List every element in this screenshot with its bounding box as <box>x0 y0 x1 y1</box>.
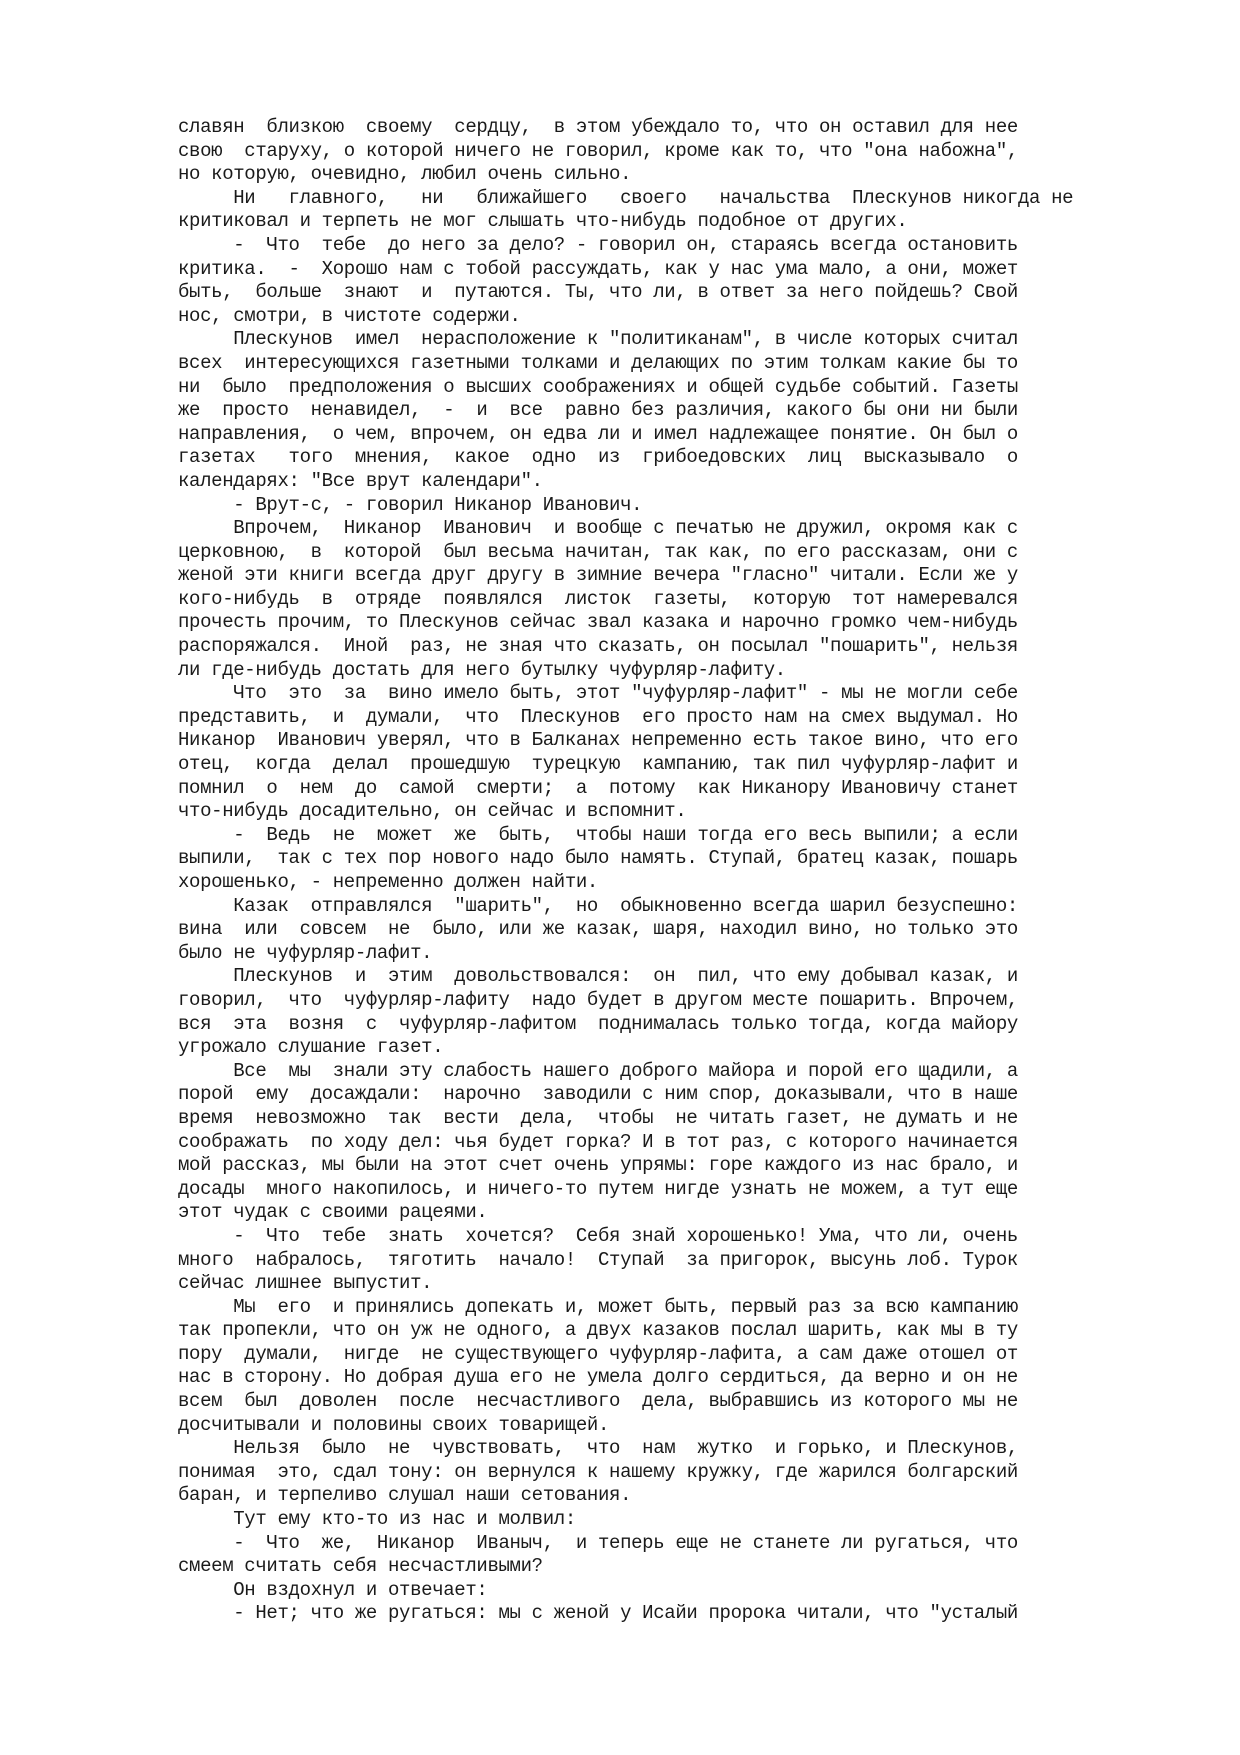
text-line: критика. - Хорошо нам с тобой рассуждать, как у нас ума мало, а они, может <box>178 257 1018 280</box>
text-line: досчитывали и половины своих товарищей. <box>178 1413 610 1436</box>
text-line: - Врут-с, - говорил Никанор Иванович. <box>178 493 643 516</box>
text-line: нос, смотри, в чистоте содержи. <box>178 304 521 327</box>
text-line: понимая это, сдал тону: он вернулся к нашему кружку, где жарился болгарский <box>178 1460 1018 1483</box>
text-line: - Нет; что же ругаться: мы с женой у Исайи пророка читали, что "усталый <box>178 1602 1018 1625</box>
text-line: этот чудак с своими рацеями. <box>178 1201 488 1224</box>
text-line: Он вздохнул и отвечает: <box>178 1578 488 1601</box>
text-line: - Что тебе знать хочется? Себя знай хорошенько! Ума, что ли, очень <box>178 1224 1018 1247</box>
text-line: свою старуху, о которой ничего не говорил, кроме как то, что "она набожна", <box>178 139 1018 162</box>
text-line: хорошенько, - непременно должен найти. <box>178 871 598 893</box>
text-line: Плескунов и этим довольствовался: он пил, что ему добывал казак, и <box>178 965 1018 988</box>
text-line: - Что тебе до него за дело? - говорил он, стараясь всегда остановить <box>178 233 1018 256</box>
text-line: всем был доволен после несчастливого дела, выбравшись из которого мы не <box>178 1390 1018 1413</box>
document-body-text <box>178 116 1128 1626</box>
text-line: ли где-нибудь достать для него бутылку чуфурляр-лафиту. <box>178 658 786 681</box>
text-line: направления, о чем, впрочем, он едва ли и имел надлежащее понятие. Он был о <box>178 422 1018 445</box>
text-line: выпили, так с тех пор нового надо было намять. Ступай, братец казак, пошарь <box>178 847 1018 870</box>
text-line: досады много накопилось, и ничего-то путем нигде узнать не можем, а тут еще <box>178 1177 1018 1200</box>
text-line: женой эти книги всегда друг другу в зимние вечера "гласно" читали. Если же у <box>178 564 1018 587</box>
text-line: Впрочем, Никанор Иванович и вообще с печатью не дружил, окромя как с <box>178 517 1018 540</box>
text-line: славян близкою своему сердцу, в этом убеждало то, что он оставил для нее <box>178 116 1018 138</box>
text-line: так пропекли, что он уж не одного, а двух казаков послал шарить, как мы в ту <box>178 1319 1018 1342</box>
text-line: Ни главного, ни ближайшего своего начальства Плескунов никогда не <box>178 186 1074 209</box>
text-line: же просто ненавидел, - и все равно без различия, какого бы они ни были <box>178 399 1018 422</box>
text-line: кого-нибудь в отряде появлялся листок газеты, которую тот намеревался <box>178 587 1018 610</box>
text-line: смеем считать себя несчастливыми? <box>178 1555 543 1578</box>
text-line: пору думали, нигде не существующего чуфурляр-лафита, а сам даже отошел от <box>178 1342 1018 1365</box>
text-line: Тут ему кто-то из нас и молвил: <box>178 1508 576 1531</box>
text-line: отец, когда делал прошедшую турецкую кампанию, так пил чуфурляр-лафит и <box>178 753 1018 776</box>
text-line: газетах того мнения, какое одно из грибоедовских лиц высказывало о <box>178 446 1018 469</box>
text-line: критиковал и терпеть не мог слышать что-нибудь подобное от других. <box>178 210 908 233</box>
text-line: баран, и терпеливо слушал наши сетования. <box>178 1484 632 1507</box>
text-line: Никанор Иванович уверял, что в Балканах непременно есть такое вино, что его <box>178 729 1018 752</box>
text-line: распоряжался. Иной раз, не зная что сказать, он посылал "пошарить", нельзя <box>178 635 1018 658</box>
text-line: время невозможно так вести дела, чтобы не читать газет, не думать и не <box>178 1106 1018 1129</box>
text-line: много набралось, тяготить начало! Ступай за пригорок, высунь лоб. Турок <box>178 1248 1018 1271</box>
text-line: сейчас лишнее выпустит. <box>178 1272 433 1295</box>
text-line: вина или совсем не было, или же казак, шаря, находил вино, но только это <box>178 918 1018 941</box>
text-line: календарях: "Все врут календари". <box>178 469 543 492</box>
text-line: ни было предположения о высших соображениях и общей судьбе событий. Газеты <box>178 375 1018 398</box>
text-line: соображать по ходу дел: чья будет горка? И в тот раз, с которого начинается <box>178 1130 1018 1153</box>
text-line: всех интересующихся газетными толками и делающих по этим толкам какие бы то <box>178 351 1018 374</box>
text-line: угрожало слушание газет. <box>178 1036 444 1059</box>
text-line: Что это за вино имело быть, этот "чуфурляр-лафит" - мы не могли себе <box>178 682 1018 705</box>
text-line: нас в сторону. Но добрая душа его не умела долго сердиться, да верно и он не <box>178 1366 1018 1389</box>
text-line: представить, и думали, что Плескунов его просто нам на смех выдумал. Но <box>178 705 1018 728</box>
text-line: Нельзя было не чувствовать, что нам жутко и горько, и Плескунов, <box>178 1437 1018 1460</box>
text-line: мой рассказ, мы были на этот счет очень упрямы: горе каждого из нас брало, и <box>178 1154 1018 1177</box>
text-line: - Ведь не может же быть, чтобы наши тогда его весь выпили; а если <box>178 823 1018 846</box>
text-line: быть, больше знают и путаются. Ты, что ли, в ответ за него пойдешь? Свой <box>178 281 1018 304</box>
text-line: - Что же, Никанор Иваныч, и теперь еще не станете ли ругаться, что <box>178 1531 1018 1554</box>
text-line: Все мы знали эту слабость нашего доброго майора и порой его щадили, а <box>178 1059 1018 1082</box>
text-line: говорил, что чуфурляр-лафиту надо будет в другом месте пошарить. Впрочем, <box>178 988 1018 1011</box>
text-line: но которую, очевидно, любил очень сильно. <box>178 163 632 186</box>
text-line: Плескунов имел нерасположение к "политиканам", в числе которых считал <box>178 328 1018 351</box>
text-line: Мы его и принялись допекать и, может быть, первый раз за всю кампанию <box>178 1295 1018 1318</box>
text-line: вся эта возня с чуфурляр-лафитом поднималась только тогда, когда майору <box>178 1012 1018 1035</box>
text-line: было не чуфурляр-лафит. <box>178 941 433 964</box>
text-line: что-нибудь досадительно, он сейчас и вспомнит. <box>178 800 687 823</box>
text-line: церковною, в которой был весьма начитан, так как, по его рассказам, они с <box>178 540 1018 563</box>
text-line: Казак отправлялся "шарить", но обыкновенно всегда шарил безуспешно: <box>178 894 1018 917</box>
text-line: помнил о нем до самой смерти; а потому как Никанору Ивановичу станет <box>178 776 1018 799</box>
text-line: прочесть прочим, то Плескунов сейчас звал казака и нарочно громко чем-нибудь <box>178 611 1018 634</box>
text-line: порой ему досаждали: нарочно заводили с ним спор, доказывали, что в наше <box>178 1083 1018 1106</box>
